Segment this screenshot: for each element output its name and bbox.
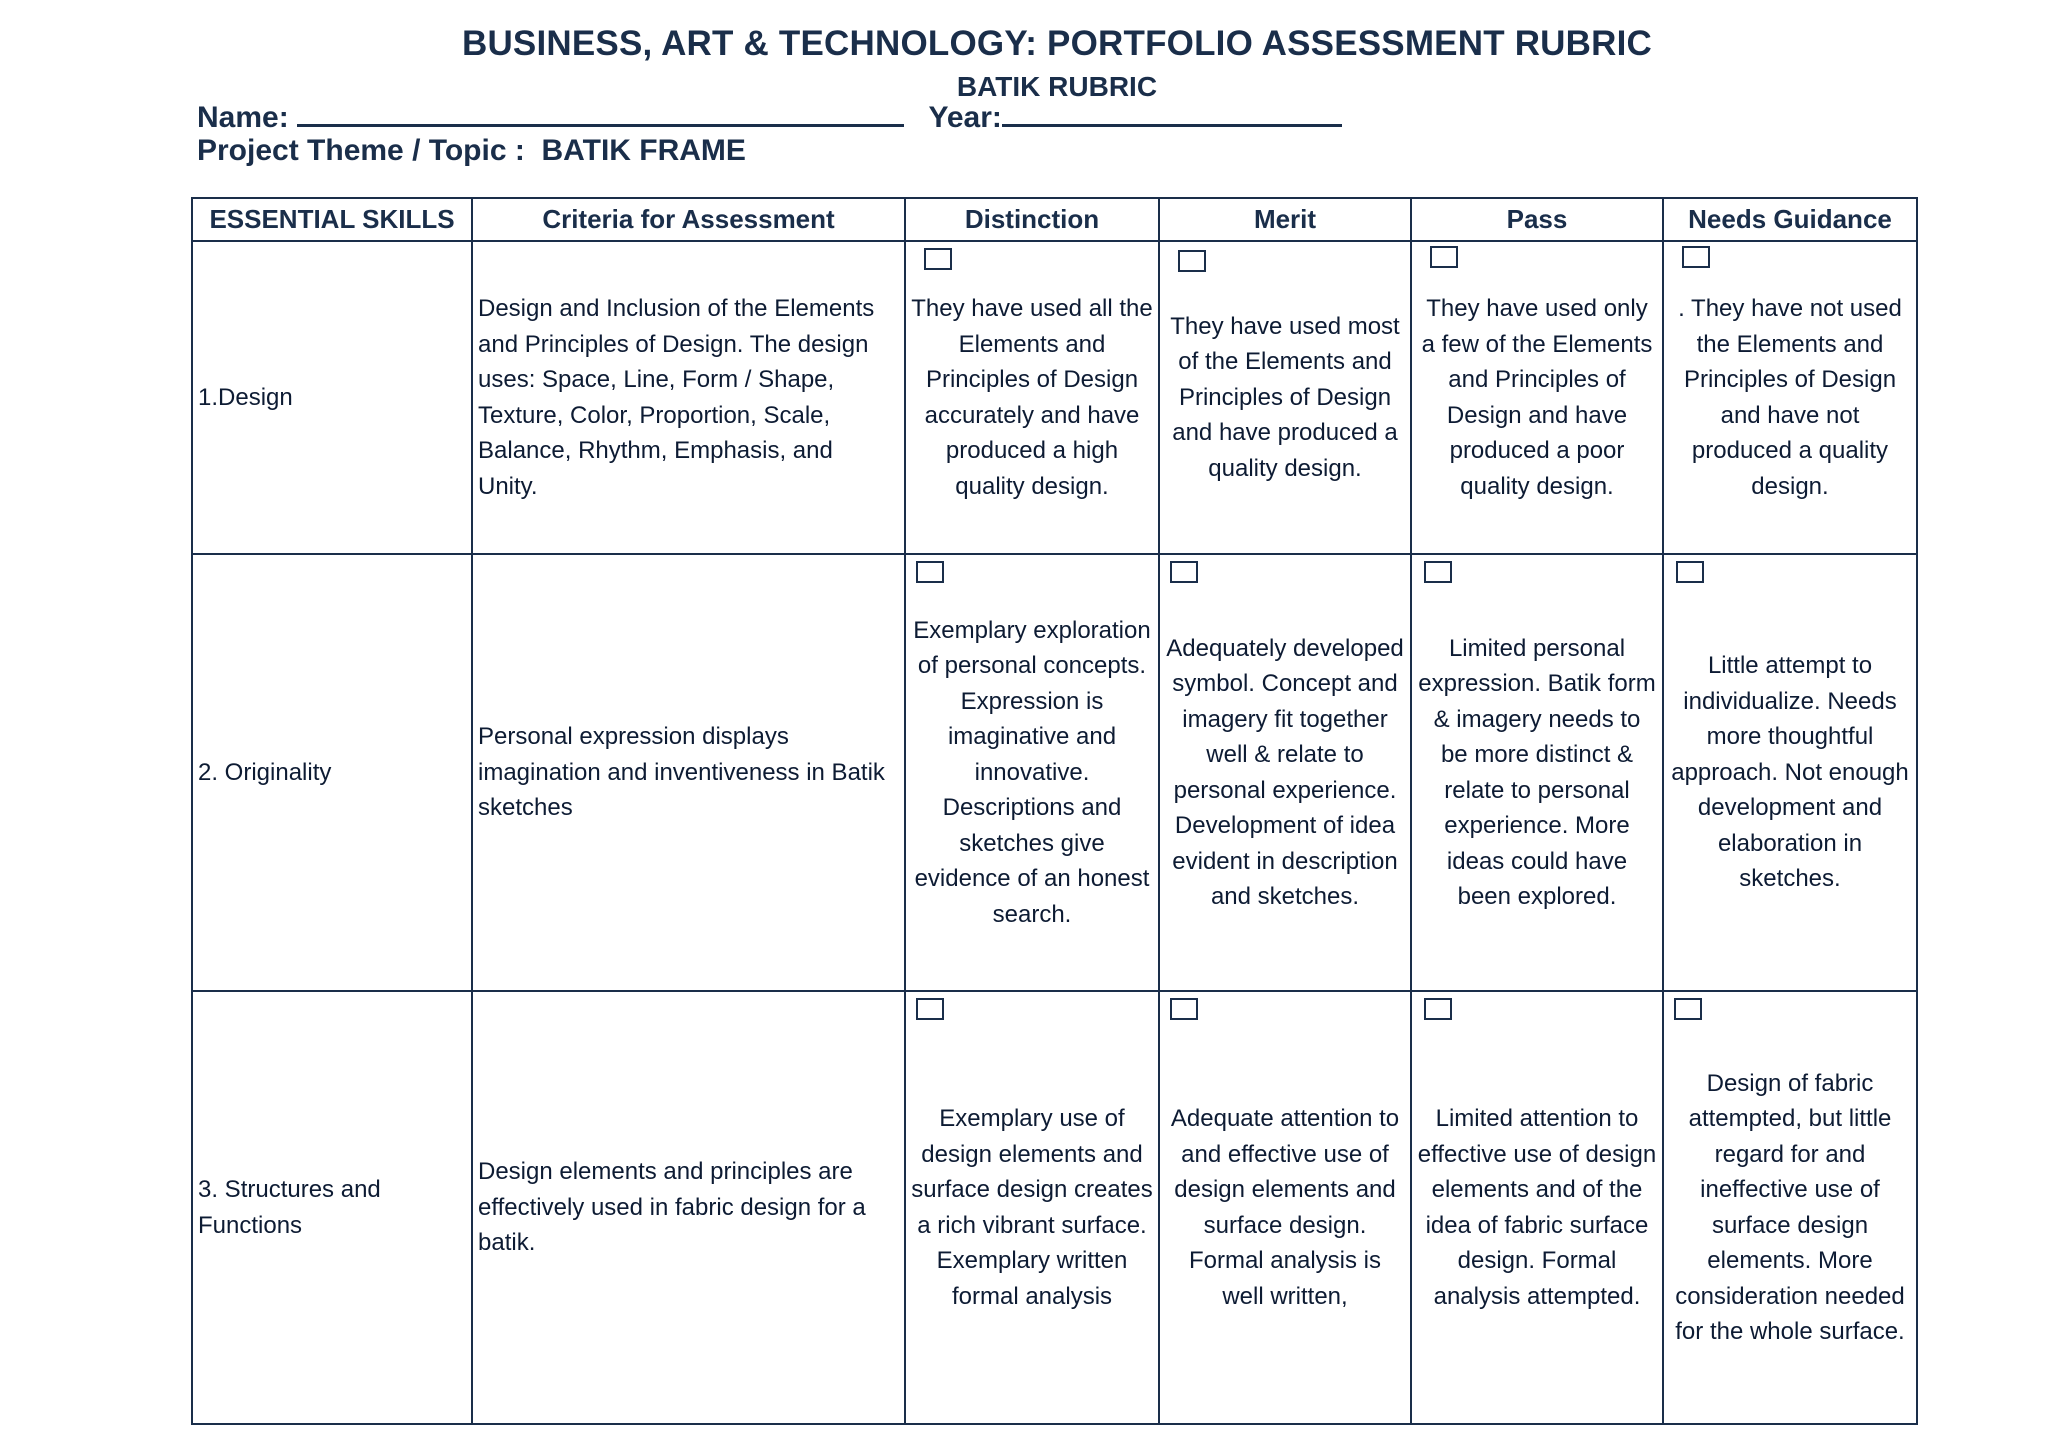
header-pass: Pass bbox=[1411, 198, 1663, 241]
merit-cell bbox=[1159, 241, 1411, 554]
table-row bbox=[192, 991, 1917, 1424]
level-text: They have used only a few of the Elements and Principles of Design and have produced a poor quality design. bbox=[1421, 295, 1653, 500]
level-text: Little attempt to individualize. Needs more thoughtful approach. Not enough development and elaboration in sketches. bbox=[1671, 652, 1909, 893]
level-text: Limited personal expression. Batik form & imagery needs to be more distinct & relate to personal experience. More ideas could have been explored. bbox=[1418, 634, 1656, 910]
level-text: Adequate attention to and effective use of design elements and surface design. Formal analysis is well written, bbox=[1170, 1105, 1400, 1310]
skill-cell: 3. Structures and Functions bbox=[192, 991, 472, 1424]
distinction-cell bbox=[905, 991, 1159, 1424]
table-row bbox=[192, 554, 1917, 991]
level-text: Design of fabric attempted, but little regard for and ineffective use of surface design elements. More consideration needed for the whole surface. bbox=[1675, 1069, 1905, 1345]
year-label: Year: bbox=[928, 101, 1002, 134]
skill-cell: 1.Design bbox=[192, 241, 472, 554]
needs-guidance-cell bbox=[1663, 991, 1917, 1424]
header-needs-guidance: Needs Guidance bbox=[1663, 198, 1917, 241]
merit-cell bbox=[1159, 991, 1411, 1424]
rubric-table bbox=[191, 197, 1918, 1425]
table-row bbox=[192, 241, 1917, 554]
level-text: Limited attention to effective use of design elements and of the idea of fabric surface design. Formal analysis attempted. bbox=[1417, 1105, 1657, 1310]
pass-checkbox[interactable] bbox=[1430, 246, 1458, 268]
header-distinction: Distinction bbox=[905, 198, 1159, 241]
level-text: Exemplary use of design elements and surface design creates a rich vibrant surface. Exemplary written formal analysis bbox=[911, 1105, 1153, 1310]
merit-checkbox[interactable] bbox=[1170, 561, 1198, 583]
needs-guidance-cell bbox=[1663, 554, 1917, 991]
header-criteria: Criteria for Assessment bbox=[472, 198, 905, 241]
merit-checkbox[interactable] bbox=[1170, 998, 1198, 1020]
project-topic-line bbox=[197, 134, 746, 168]
criteria-cell: Design elements and principles are effectively used in fabric design for a batik. bbox=[472, 991, 905, 1424]
distinction-cell bbox=[905, 241, 1159, 554]
level-text: . They have not used the Elements and Principles of Design and have not produced a quality design. bbox=[1678, 295, 1902, 500]
pass-cell bbox=[1411, 241, 1663, 554]
pass-cell bbox=[1411, 991, 1663, 1424]
pass-checkbox[interactable] bbox=[1424, 561, 1452, 583]
level-text: Exemplary exploration of personal concepts. Expression is imaginative and innovative. Descriptions and sketches give evidence of an honest search. bbox=[913, 616, 1151, 928]
criteria-cell: Design and Inclusion of the Elements and Principles of Design. The design uses: Space, Line, Form / Shape, Texture, Color, Proportion, Scale, Balance, Rhythm, Emphasis, and Unity. bbox=[472, 241, 905, 554]
merit-cell bbox=[1159, 554, 1411, 991]
distinction-checkbox[interactable] bbox=[916, 998, 944, 1020]
name-label: Name: bbox=[197, 101, 289, 134]
topic-label: Project Theme / Topic : bbox=[197, 134, 525, 167]
page-title: BUSINESS, ART & TECHNOLOGY: PORTFOLIO ASSESSMENT RUBRIC bbox=[461, 24, 1653, 63]
pass-checkbox[interactable] bbox=[1424, 998, 1452, 1020]
topic-value: BATIK FRAME bbox=[541, 134, 746, 167]
needs-guidance-checkbox[interactable] bbox=[1676, 561, 1704, 583]
header-merit: Merit bbox=[1159, 198, 1411, 241]
page-subtitle: BATIK RUBRIC bbox=[956, 71, 1158, 102]
year-blank[interactable] bbox=[1002, 100, 1342, 127]
criteria-cell: Personal expression displays imagination and inventiveness in Batik sketches bbox=[472, 554, 905, 991]
level-text: They have used most of the Elements and Principles of Design and have produced a quality design. bbox=[1170, 312, 1400, 482]
table-header-row bbox=[192, 198, 1917, 241]
level-text: Adequately developed symbol. Concept and imagery fit together well & relate to personal experience. Development of idea evident in description and sketches. bbox=[1166, 634, 1404, 910]
distinction-checkbox[interactable] bbox=[916, 561, 944, 583]
needs-guidance-cell bbox=[1663, 241, 1917, 554]
distinction-checkbox[interactable] bbox=[924, 248, 952, 270]
header-essential-skills: ESSENTIAL SKILLS bbox=[192, 198, 472, 241]
merit-checkbox[interactable] bbox=[1178, 250, 1206, 272]
name-blank[interactable] bbox=[297, 100, 904, 127]
skill-cell: 2. Originality bbox=[192, 554, 472, 991]
needs-guidance-checkbox[interactable] bbox=[1682, 246, 1710, 268]
distinction-cell bbox=[905, 554, 1159, 991]
needs-guidance-checkbox[interactable] bbox=[1674, 998, 1702, 1020]
name-year-line bbox=[197, 100, 1342, 135]
pass-cell bbox=[1411, 554, 1663, 991]
level-text: They have used all the Elements and Principles of Design accurately and have produced a high quality design. bbox=[911, 295, 1153, 500]
